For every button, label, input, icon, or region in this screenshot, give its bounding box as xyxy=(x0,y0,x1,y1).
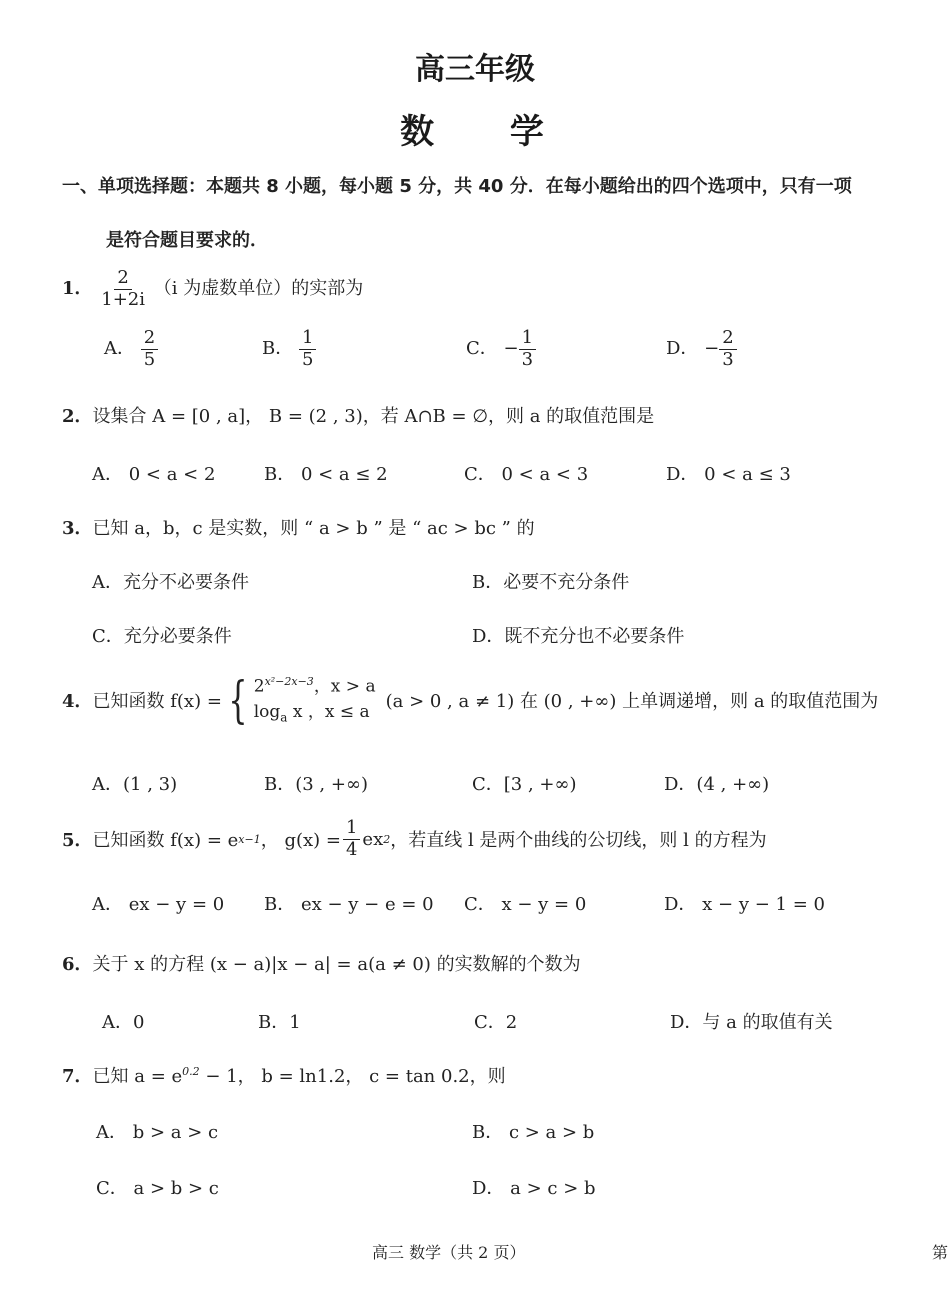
option-b: B． 0 < a ≤ 2 xyxy=(264,464,388,485)
question-number: 6． xyxy=(62,954,93,975)
frac-denominator: 4 xyxy=(345,838,358,860)
option-c: C．2 xyxy=(474,1012,518,1033)
question-text-cont: − 1， b = ln1.2， c = tan 0.2，则 xyxy=(199,1066,506,1087)
frac-numerator: 1 xyxy=(299,328,316,350)
option-a xyxy=(104,328,158,370)
frac-denominator: 3 xyxy=(521,348,534,370)
option-label: C． xyxy=(466,338,498,360)
frac-numerator: 1 xyxy=(343,818,360,840)
option-b: B．(3 , +∞) xyxy=(264,774,368,795)
minus-sign: − xyxy=(704,338,720,360)
minus-sign: − xyxy=(503,338,519,360)
option-a: A．0 xyxy=(102,1012,145,1033)
fraction xyxy=(719,328,736,370)
question-text-mid2: ex xyxy=(362,828,384,850)
option-c: C． x − y = 0 xyxy=(464,894,587,915)
case-condition: x ，x ≤ a xyxy=(287,702,370,723)
option-label: D． xyxy=(666,338,699,360)
option-d: D．与 a 的取值有关 xyxy=(670,1012,833,1033)
page-footer-right: 第 xyxy=(932,1243,949,1262)
case-condition: ，x > a xyxy=(313,676,376,697)
page-footer: 高三 数学（共 2 页） xyxy=(372,1243,526,1262)
question-text-cont: (a > 0 , a ≠ 1) 在 (0 , +∞) 上单调递增，则 a 的取值范围为 xyxy=(385,691,879,713)
frac-denominator: 3 xyxy=(722,348,734,370)
frac-numerator: 2 xyxy=(114,268,131,290)
page-grade-title: 高三年级 xyxy=(415,52,535,87)
option-a: A．充分不必要条件 xyxy=(92,572,249,593)
option-label: A． xyxy=(104,338,135,360)
exponent: 0.2 xyxy=(182,1065,200,1078)
frac-numerator: 1 xyxy=(519,328,536,350)
option-a: A． 0 < a < 2 xyxy=(92,464,216,485)
case-base: log xyxy=(253,702,281,723)
question-number: 1． xyxy=(62,278,93,300)
option-d: D． a > c > b xyxy=(472,1178,596,1199)
frac-numerator: 2 xyxy=(141,328,158,350)
frac-denominator: 5 xyxy=(143,348,156,370)
question-number: 2． xyxy=(62,406,93,427)
case-1 xyxy=(254,674,376,700)
question-number: 5． xyxy=(62,830,93,852)
question-text: 关于 x 的方程 (x − a)|x − a| = a(a ≠ 0) 的实数解的个数为 xyxy=(92,954,581,975)
log-base: a xyxy=(280,710,288,725)
question-5 xyxy=(62,818,767,860)
question-2 xyxy=(62,402,654,428)
option-a: A． b > a > c xyxy=(96,1122,219,1143)
exponent: 2 xyxy=(383,832,391,846)
section-heading: 一、单项选择题：本题共 8 小题，每小题 5 分，共 40 分．在每小题给出的四个选项中，只有一项 xyxy=(62,176,852,197)
option-c xyxy=(466,328,536,370)
question-text: （i 为虚数单位）的实部为 xyxy=(153,278,364,300)
fraction xyxy=(141,328,158,370)
page-subject-title: 数 学 xyxy=(400,112,576,152)
case-base: 2 xyxy=(253,676,265,697)
option-d: D．(4 , +∞) xyxy=(664,774,770,795)
fraction xyxy=(299,328,316,370)
question-3 xyxy=(62,514,535,540)
option-label: B． xyxy=(262,338,294,360)
option-b: B． ex − y − e = 0 xyxy=(264,894,434,915)
fraction xyxy=(519,328,536,370)
frac-denominator: 5 xyxy=(301,348,314,370)
question-text-mid: ， g(x) = xyxy=(260,830,341,852)
option-b: B． c > a > b xyxy=(472,1122,595,1143)
question-4 xyxy=(62,671,879,730)
piecewise-cases xyxy=(254,674,376,727)
option-d: D． 0 < a ≤ 3 xyxy=(666,464,791,485)
option-c: C． 0 < a < 3 xyxy=(464,464,589,485)
option-b: B．必要不充分条件 xyxy=(472,572,630,593)
option-a: A．(1 , 3) xyxy=(92,774,178,795)
frac-numerator: 2 xyxy=(719,328,736,350)
option-d xyxy=(666,328,737,370)
option-c: C． a > b > c xyxy=(96,1178,219,1199)
question-6 xyxy=(62,950,581,976)
question-7 xyxy=(62,1062,506,1088)
option-d: D． x − y − 1 = 0 xyxy=(664,894,825,915)
question-text: 已知 a，b，c 是实数，则 “ a > b ” 是 “ ac > bc ” 的 xyxy=(92,518,535,539)
fraction xyxy=(343,818,360,860)
question-text-cont: ，若直线 l 是两个曲线的公切线，则 l 的方程为 xyxy=(390,830,767,852)
question-text: 已知函数 f(x) = xyxy=(92,691,222,713)
question-text: 设集合 A = [0 , a]， B = (2 , 3)，若 A∩B = ∅，则 a 的取值范围是 xyxy=(92,406,655,427)
option-c: C．充分必要条件 xyxy=(92,626,232,647)
option-d: D．既不充分也不必要条件 xyxy=(472,626,685,647)
question-text: 已知 a = e xyxy=(92,1066,183,1087)
section-heading-cont: 是符合题目要求的． xyxy=(106,230,268,251)
question-1 xyxy=(62,268,363,310)
frac-denominator: 1+2i xyxy=(101,288,146,310)
option-b: B．1 xyxy=(258,1012,301,1033)
exponent: x−1 xyxy=(238,832,261,846)
fraction xyxy=(98,268,148,310)
case-2 xyxy=(254,700,376,726)
question-text: 已知函数 f(x) = e xyxy=(92,830,239,852)
question-number: 3． xyxy=(62,518,93,539)
option-a: A． ex − y = 0 xyxy=(92,894,225,915)
question-number: 7． xyxy=(62,1066,93,1087)
piecewise-brace: { xyxy=(228,671,248,730)
question-number: 4． xyxy=(62,691,93,713)
option-c: C．[3 , +∞) xyxy=(472,774,577,795)
case-exponent: x²−2x−3 xyxy=(264,675,314,688)
option-b xyxy=(262,328,316,370)
